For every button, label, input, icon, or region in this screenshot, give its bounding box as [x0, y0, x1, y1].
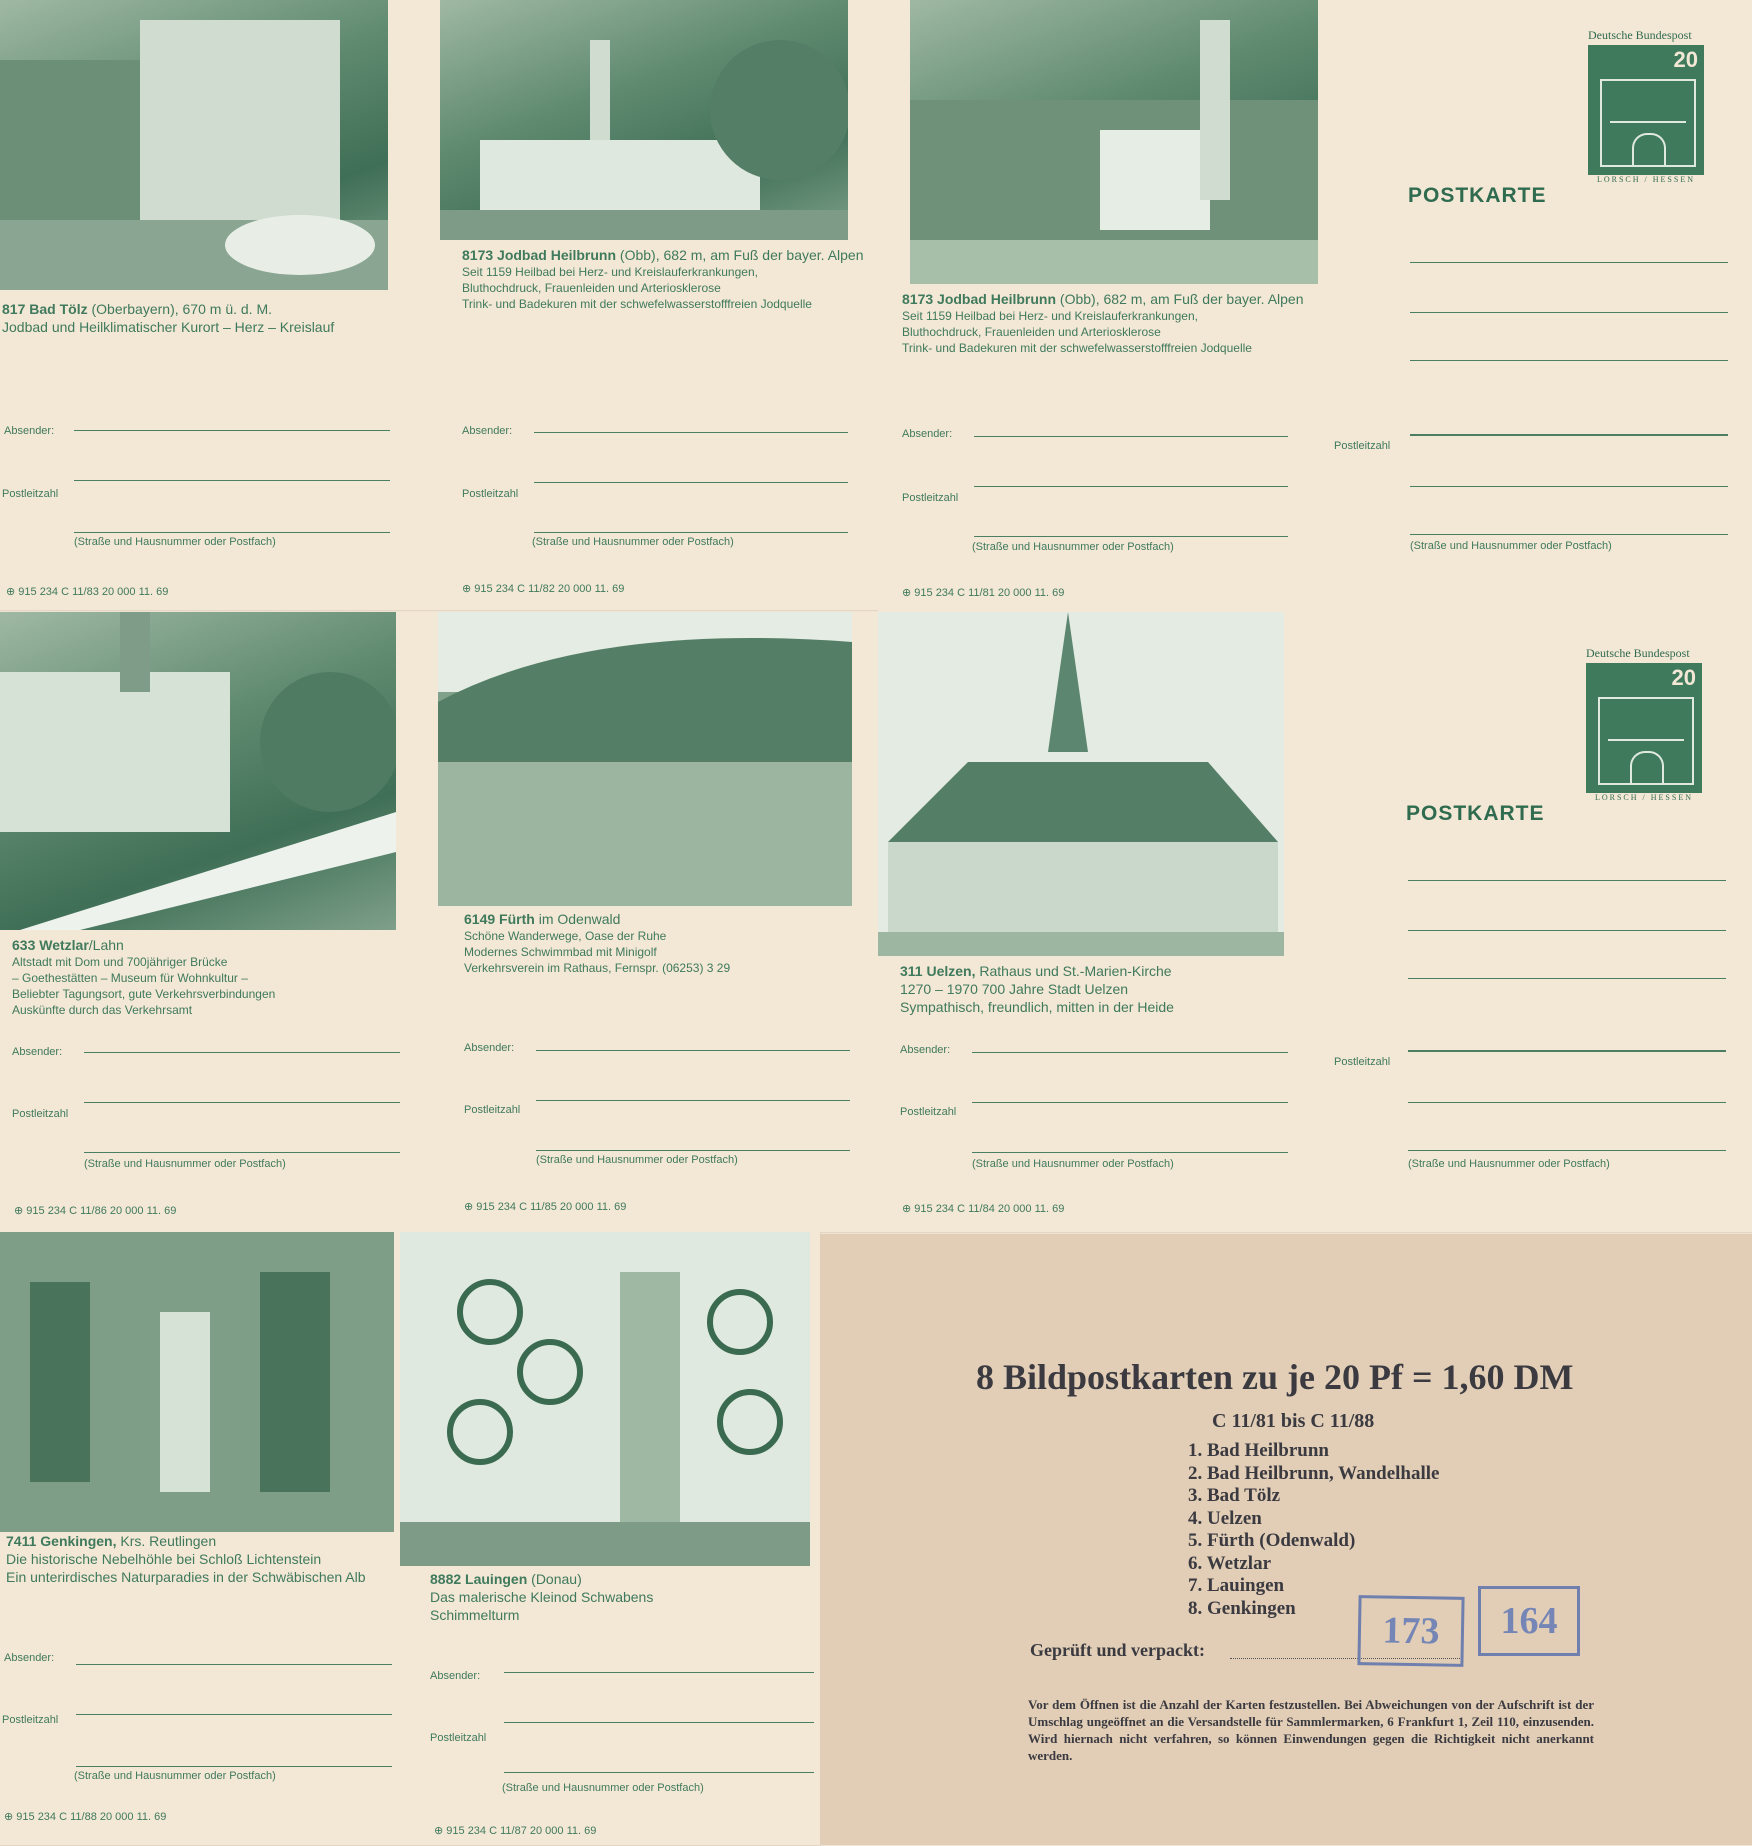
address-line — [74, 532, 390, 533]
street-hint: (Straße und Hausnummer oder Postfach) — [536, 1154, 738, 1166]
caption: 6149 Fürth im Odenwald Schöne Wanderwege, Oase der Ruhe Modernes Schwimmbad mit Minigolf Verkehrsverein im Rathaus, Fernspr. (06253) 3 29 — [464, 911, 731, 975]
card-title: 8173 Jodbad Heilbrunn — [902, 291, 1057, 307]
address-line — [1410, 360, 1728, 361]
absender-label: Absender: — [462, 425, 513, 437]
address-line — [972, 1152, 1288, 1153]
address-line — [1408, 930, 1726, 931]
absender-label: Absender: — [12, 1046, 63, 1058]
street-hint: (Straße und Hausnummer oder Postfach) — [502, 1782, 704, 1794]
envelope-title: 8 Bildpostkarten zu je 20 Pf = 1,60 DM — [976, 1357, 1574, 1397]
address-line — [1410, 434, 1728, 436]
photo-heilbrunn — [910, 0, 1318, 284]
street-hint: (Straße und Hausnummer oder Postfach) — [74, 1770, 276, 1782]
postage-stamp — [1588, 28, 1704, 184]
postcard-wetzlar — [0, 612, 437, 1233]
address-line — [1408, 880, 1726, 881]
address-line — [74, 430, 390, 431]
caption: 7411 Genkingen, Krs. Reutlingen Die historische Nebelhöhle bei Schloß Lichtenstein Ein unterirdisches Naturparadies in der Schwäbischen Alb — [6, 1533, 366, 1585]
caption: 8173 Jodbad Heilbrunn (Obb), 682 m, am Fuß der bayer. Alpen Seit 1159 Heilbad bei Herz- und Kreislauferkrankungen, Bluthochdruck, Frauenleiden und Arteriosklerose Trink- und Badekuren mit der schwefelwasserstofffreien Jodquelle — [902, 291, 1304, 355]
photo-fuerth — [438, 612, 852, 906]
postcard-genkingen — [0, 1232, 401, 1846]
print-code: ⊕ 915 234 C 11/82 20 000 11. 69 — [462, 582, 624, 595]
postcard-heilbrunn-wandelhalle — [438, 0, 879, 611]
absender-label: Absender: — [4, 425, 55, 437]
address-line — [536, 1100, 850, 1101]
postleitzahl-label: Postleitzahl — [1334, 440, 1391, 452]
address-line — [76, 1766, 392, 1767]
absender-label: Absender: — [430, 1670, 481, 1682]
address-line — [84, 1152, 400, 1153]
list-item: 2. Bad Heilbrunn, Wandelhalle — [1188, 1462, 1440, 1484]
absender-label: Absender: — [902, 428, 953, 440]
caption: 311 Uelzen, Rathaus und St.-Marien-Kirche 1270 – 1970 700 Jahre Stadt Uelzen Sympathisch, freundlich, mitten in der Heide — [900, 963, 1174, 1015]
envelope-notice: Vor dem Öffnen ist die Anzahl der Karten festzustellen. Bei Abweichungen von der Aufschrift ist der Umschlag ungeöffnet an die Versandstelle für Sammlermarken, 6 Frankfurt 1, Zeil 110, einzusenden. Wird hiernach nicht verfahren, so können Einwendungen gegen die Richtigkeit nicht anerkannt werden. — [1028, 1697, 1594, 1763]
stamp-value: 20 — [1673, 47, 1698, 72]
address-line — [76, 1714, 392, 1715]
card-title: 817 Bad Tölz — [2, 301, 88, 317]
stamp-place: LORSCH / HESSEN — [1594, 793, 1693, 802]
inspector-box-1: 173 — [1357, 1595, 1464, 1667]
absender-label: Absender: — [464, 1042, 515, 1054]
postage-stamp — [1586, 646, 1702, 802]
card-title: 8882 Lauingen — [430, 1571, 528, 1587]
check-label: Geprüft und verpackt: — [1030, 1640, 1205, 1660]
lorsch-gatehouse-icon — [1600, 79, 1696, 167]
street-hint: (Straße und Hausnummer oder Postfach) — [972, 541, 1174, 553]
postkarte-heading: POSTKARTE — [1406, 802, 1545, 825]
card-title: 6149 Fürth — [464, 911, 535, 927]
address-line — [536, 1050, 850, 1051]
postleitzahl-label: Postleitzahl — [1334, 1056, 1391, 1068]
photo-heilbrunn-wandelhalle — [440, 0, 848, 240]
print-code: ⊕ 915 234 C 11/84 20 000 11. 69 — [902, 1202, 1064, 1215]
postleitzahl-label: Postleitzahl — [902, 492, 959, 504]
card-title: 633 Wetzlar — [12, 937, 89, 953]
stamp-issuer: Deutsche Bundespost — [1588, 28, 1692, 42]
print-code: ⊕ 915 234 C 11/81 20 000 11. 69 — [902, 586, 1064, 599]
address-line — [974, 436, 1288, 437]
address-line — [534, 432, 848, 433]
address-line — [84, 1052, 400, 1053]
stamp-issuer: Deutsche Bundespost — [1586, 646, 1690, 660]
stamp-image — [1588, 45, 1704, 175]
envelope-contents-list — [1188, 1440, 1439, 1620]
list-item: 4. Uelzen — [1188, 1507, 1262, 1529]
absender-label: Absender: — [900, 1044, 951, 1056]
card-title: 8173 Jodbad Heilbrunn — [462, 247, 617, 263]
address-line — [1408, 1102, 1726, 1103]
list-item: 8. Genkingen — [1188, 1597, 1296, 1619]
envelope-subtitle: C 11/81 bis C 11/88 — [1212, 1410, 1375, 1432]
stamp-place: LORSCH / HESSEN — [1596, 175, 1695, 184]
card-title: 7411 Genkingen, — [6, 1533, 117, 1549]
postcard-uelzen — [878, 612, 1752, 1233]
stamp-value: 20 — [1671, 665, 1696, 690]
address-line — [534, 482, 848, 483]
address-line — [536, 1150, 850, 1151]
address-line — [972, 1102, 1288, 1103]
print-code: ⊕ 915 234 C 11/87 20 000 11. 69 — [434, 1824, 596, 1837]
caption: 633 Wetzlar/Lahn Altstadt mit Dom und 700jähriger Brücke – Goethestätten – Museum für Wohnkultur – Beliebter Tagungsort, gute Verkehrsverbindungen Auskünfte durch das Verkehrsamt — [12, 937, 276, 1017]
absender-label: Absender: — [4, 1652, 55, 1664]
address-line — [1408, 978, 1726, 979]
list-item: 1. Bad Heilbrunn — [1188, 1440, 1329, 1461]
list-item: 6. Wetzlar — [1188, 1552, 1272, 1574]
address-line — [1410, 534, 1728, 535]
postkarte-heading: POSTKARTE — [1408, 184, 1547, 207]
address-line — [504, 1772, 814, 1773]
postcard-heilbrunn — [878, 0, 1752, 613]
print-code: ⊕ 915 234 C 11/85 20 000 11. 69 — [464, 1200, 626, 1213]
address-line — [504, 1672, 814, 1673]
postcard-lauingen — [400, 1232, 821, 1846]
photo-genkingen — [0, 1232, 394, 1532]
street-hint: (Straße und Hausnummer oder Postfach) — [532, 536, 734, 548]
postleitzahl-label: Postleitzahl — [900, 1106, 957, 1118]
postleitzahl-label: Postleitzahl — [12, 1108, 69, 1120]
postleitzahl-label: Postleitzahl — [2, 488, 59, 500]
caption: 8173 Jodbad Heilbrunn (Obb), 682 m, am Fuß der bayer. Alpen Seit 1159 Heilbad bei Herz- und Kreislauferkrankungen, Bluthochdruck, Frauenleiden und Arteriosklerose Trink- und Badekuren mit der schwefelwasserstofffreien Jodquelle — [462, 247, 864, 311]
postleitzahl-label: Postleitzahl — [430, 1732, 487, 1744]
address-line — [76, 1664, 392, 1665]
caption: 8882 Lauingen (Donau) Das malerische Kleinod Schwabens Schimmelturm — [430, 1571, 654, 1623]
print-code: ⊕ 915 234 C 11/83 20 000 11. 69 — [6, 585, 168, 598]
lorsch-gatehouse-icon — [1598, 697, 1694, 785]
photo-bad-toelz — [0, 0, 388, 290]
address-line — [972, 1052, 1288, 1053]
photo-lauingen — [400, 1232, 810, 1566]
address-line — [1408, 1150, 1726, 1151]
postcard-fuerth — [436, 612, 879, 1233]
address-line — [1408, 1050, 1726, 1052]
address-line — [84, 1102, 400, 1103]
postleitzahl-label: Postleitzahl — [462, 488, 519, 500]
list-item: 5. Fürth (Odenwald) — [1188, 1530, 1356, 1551]
postcard-bad-toelz — [0, 0, 439, 611]
photo-uelzen — [878, 612, 1284, 956]
envelope — [820, 1234, 1752, 1845]
street-hint: (Straße und Hausnummer oder Postfach) — [1410, 540, 1612, 552]
stamp-image — [1586, 663, 1702, 793]
print-code: ⊕ 915 234 C 11/88 20 000 11. 69 — [4, 1810, 166, 1823]
print-code: ⊕ 915 234 C 11/86 20 000 11. 69 — [14, 1204, 176, 1217]
caption: 817 Bad Tölz (Oberbayern), 670 m ü. d. M. Jodbad und Heilklimatischer Kurort – Herz – Kreislauf — [2, 301, 335, 335]
street-hint: (Straße und Hausnummer oder Postfach) — [1408, 1158, 1610, 1170]
postleitzahl-label: Postleitzahl — [2, 1714, 59, 1726]
address-line — [974, 486, 1288, 487]
address-line — [74, 480, 390, 481]
card-title: 311 Uelzen, — [900, 963, 976, 979]
list-item: 3. Bad Tölz — [1188, 1485, 1281, 1506]
address-line — [504, 1722, 814, 1723]
inspector-box-2: 164 — [1478, 1586, 1580, 1656]
address-line — [1410, 312, 1728, 313]
street-hint: (Straße und Hausnummer oder Postfach) — [972, 1158, 1174, 1170]
address-line — [974, 536, 1288, 537]
street-hint: (Straße und Hausnummer oder Postfach) — [74, 536, 276, 548]
street-hint: (Straße und Hausnummer oder Postfach) — [84, 1158, 286, 1170]
photo-wetzlar — [0, 612, 396, 930]
address-line — [534, 532, 848, 533]
address-line — [1410, 262, 1728, 263]
postleitzahl-label: Postleitzahl — [464, 1104, 521, 1116]
address-line — [1410, 486, 1728, 487]
list-item: 7. Lauingen — [1188, 1575, 1285, 1596]
